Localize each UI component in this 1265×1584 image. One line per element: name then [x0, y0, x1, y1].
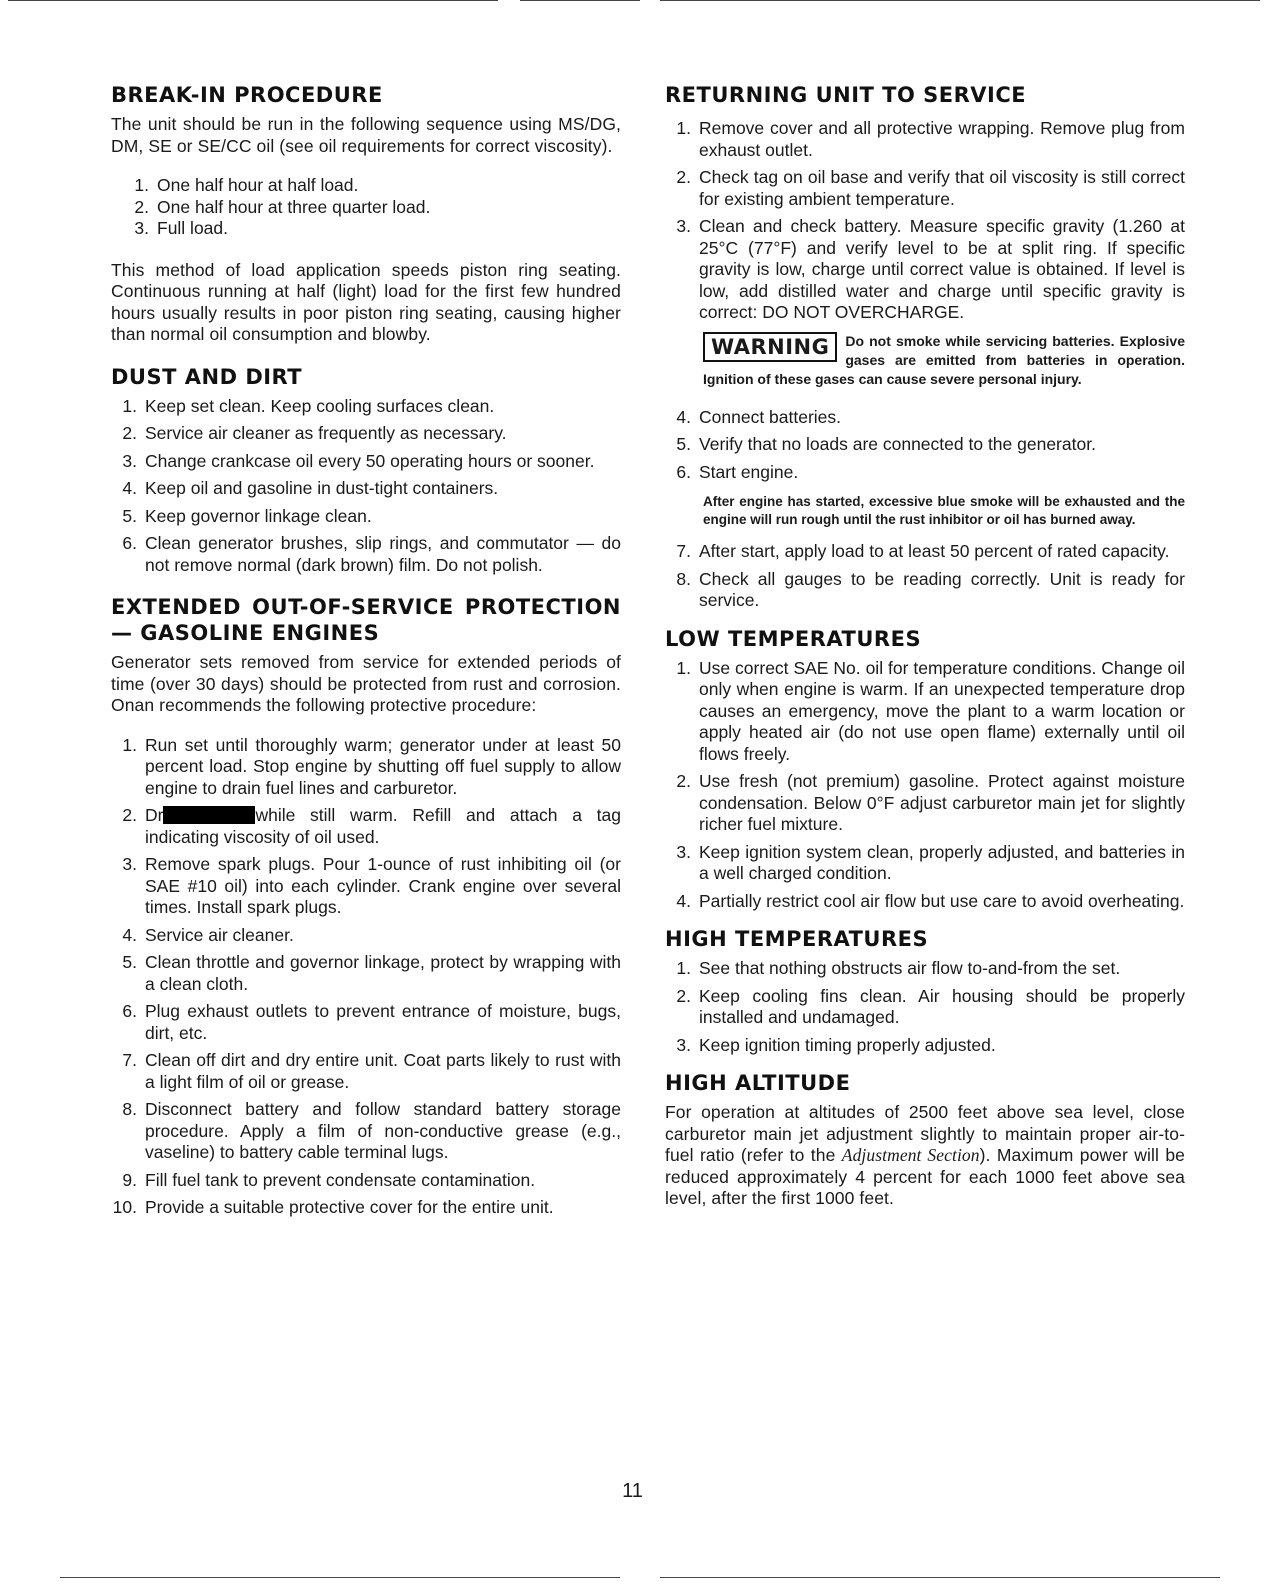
low-temperatures-heading: LOW TEMPERATURES [665, 626, 922, 651]
high-altitude-section [665, 1070, 1185, 1210]
bottom-border-line [60, 1577, 620, 1578]
returning-list-b [665, 407, 1185, 484]
list-item: 5. Verify that no loads are connected to the generator. [676, 434, 1096, 454]
list-item: 1. Use correct SAE No. oil for temperature conditions. Change oil only when engine is warm. If an unexpected temperature drop causes an emergency, move the plant to a warm location or apply heated air (do not use open flame) externally until oil flows freely. [676, 657, 1185, 764]
list-item: 9. Fill fuel tank to prevent condensate contamination. [122, 1169, 536, 1190]
redaction-block [163, 806, 255, 824]
low-temperatures-section [665, 626, 1185, 913]
list-item: 5. Clean throttle and governor linkage, protect by wrapping with a clean cloth. [122, 952, 621, 994]
list-item: 2. Service air cleaner as frequently as necessary. [122, 423, 507, 443]
list-item: 4. Keep oil and gasoline in dust-tight containers. [122, 478, 499, 498]
list-item: 2. Dr while still warm. Refill and attach a tag indicating viscosity of oil used. [122, 805, 621, 847]
right-column [665, 82, 1185, 1222]
list-item: 3. Keep ignition system clean, properly adjusted, and batteries in a well charged condition. [676, 841, 1185, 883]
bottom-border-line [660, 1577, 1220, 1578]
break-in-steps [123, 175, 621, 240]
list-item: 2. Use fresh (not premium) gasoline. Protect against moisture condensation. Below 0°F adjust carburetor main jet for slightly richer fuel mixture. [676, 771, 1185, 834]
list-item: 1. One half hour at half load. [134, 175, 359, 195]
high-temperatures-list [665, 958, 1185, 1056]
list-item: 7. After start, apply load to at least 50 percent of rated capacity. [676, 541, 1170, 561]
list-item: 1. See that nothing obstructs air flow to-and-from the set. [676, 958, 1121, 978]
returning-list-c [665, 541, 1185, 612]
list-item: 6. Clean generator brushes, slip rings, and commutator — do not remove normal (dark brown) film. Do not polish. [122, 533, 621, 575]
list-item: 1. Run set until thoroughly warm; generator under at least 50 percent load. Stop engine by shutting off fuel supply to allow engine to drain fuel lines and carburetor. [122, 734, 621, 798]
warning-label: WARNING [703, 332, 837, 362]
list-item: 3. Clean and check battery. Measure specific gravity (1.260 at 25°C (77°F) and verify level to be at split ring. If specific gravity is low, charge until correct value is obtained. If level is low, add distilled water and charge until specific gravity is correct: DO NOT OVERCHARGE. [676, 216, 1185, 322]
list-item: 3. Remove spark plugs. Pour 1-ounce of rust inhibiting oil (or SAE #10 oil) into each cylinder. Crank engine over several times. Install spark plugs. [122, 854, 621, 917]
list-item: 7. Clean off dirt and dry entire unit. Coat parts likely to rust with a light film of oil or grease. [122, 1050, 621, 1092]
extended-protection-heading: EXTENDED OUT-OF-SERVICE PROTECTION — GASOLINE ENGINES [111, 595, 621, 645]
high-temperatures-section [665, 926, 1185, 1056]
page-number: 11 [622, 1480, 643, 1502]
break-in-heading: BREAK-IN PROCEDURE [111, 83, 383, 107]
extended-protection-intro: Generator sets removed from service for extended periods of time (over 30 days) should be protected from rust and corrosion. Onan recommends the following protective procedure: [111, 652, 621, 715]
list-item: 8. Check all gauges to be reading correctly. Unit is ready for service. [676, 568, 1185, 610]
warning-text: Do not smoke while servicing batteries. Explosive gases are emitted from batteries in operation. Ignition of these gases can cause severe personal injury. [703, 332, 1185, 387]
top-border-line [8, 0, 498, 1]
dust-dirt-list [111, 396, 621, 577]
battery-warning [703, 332, 1185, 389]
list-item: 1. Keep set clean. Keep cooling surfaces clean. [122, 395, 495, 416]
list-item: 2. Check tag on oil base and verify that oil viscosity is still correct for existing ambient temperature. [676, 167, 1185, 209]
returning-section [665, 82, 1185, 612]
adjustment-section-reference: Adjustment Section [841, 1145, 980, 1165]
top-border-line [660, 0, 1260, 1]
list-item: 6. Plug exhaust outlets to prevent entrance of moisture, bugs, dirt, etc. [122, 1001, 621, 1043]
list-item: 3. Full load. [134, 218, 229, 238]
dust-dirt-heading: DUST AND DIRT [111, 364, 303, 389]
list-item: 3. Change crankcase oil every 50 operating hours or sooner. [122, 450, 595, 471]
list-item: 4. Partially restrict cool air flow but use care to avoid overheating. [676, 890, 1185, 911]
list-item: 3. Keep ignition timing properly adjusted. [676, 1034, 996, 1055]
returning-heading: RETURNING UNIT TO SERVICE [665, 83, 1027, 107]
returning-list-a [665, 118, 1185, 324]
top-border-line [520, 0, 640, 1]
break-in-intro: The unit should be run in the following sequence using MS/DG, DM, SE or SE/CC oil (see oil requirements for correct viscosity). [111, 114, 621, 156]
list-item: 6. Start engine. [676, 461, 799, 482]
dust-dirt-section [111, 364, 621, 577]
list-item: 4. Service air cleaner. [122, 924, 294, 945]
break-in-explanation: This method of load application speeds piston ring seating. Continuous running at half (light) load for the first few hundred hours usually results in poor piston ring seating, causing higher than normal oil consumption and blowby. [111, 259, 621, 344]
break-in-section [111, 82, 621, 346]
extended-protection-section [111, 594, 621, 1219]
list-item: 10. Provide a suitable protective cover for the entire unit. [112, 1197, 554, 1217]
list-item: 2. Keep cooling fins clean. Air housing should be properly installed and undamaged. [676, 985, 1185, 1027]
high-altitude-text: For operation at altitudes of 2500 feet above sea level, close carburetor main jet adjustment slightly to maintain proper air-to-fuel ratio (refer to the Adjustment Section). Maximum power will be reduced approximately 4 percent for each 1000 feet above sea level, after the first 1000 feet. [665, 1102, 1185, 1208]
low-temperatures-list [665, 658, 1185, 913]
left-column [111, 82, 621, 1225]
list-item: 5. Keep governor linkage clean. [122, 505, 372, 526]
start-note: After engine has started, excessive blue smoke will be exhausted and the engine will run rough until the rust inhibitor or oil has burned away. [703, 494, 1185, 527]
list-item: 4. Connect batteries. [676, 406, 842, 427]
high-altitude-heading: HIGH ALTITUDE [665, 1071, 851, 1095]
list-item: 2. One half hour at three quarter load. [134, 196, 431, 217]
extended-protection-list [111, 735, 621, 1219]
list-item: 1. Remove cover and all protective wrapping. Remove plug from exhaust outlet. [676, 118, 1185, 160]
list-item: 8. Disconnect battery and follow standard battery storage procedure. Apply a film of non-conductive grease (e.g., vaseline) to battery cable terminal lugs. [122, 1099, 621, 1162]
high-temperatures-heading: HIGH TEMPERATURES [665, 927, 929, 951]
